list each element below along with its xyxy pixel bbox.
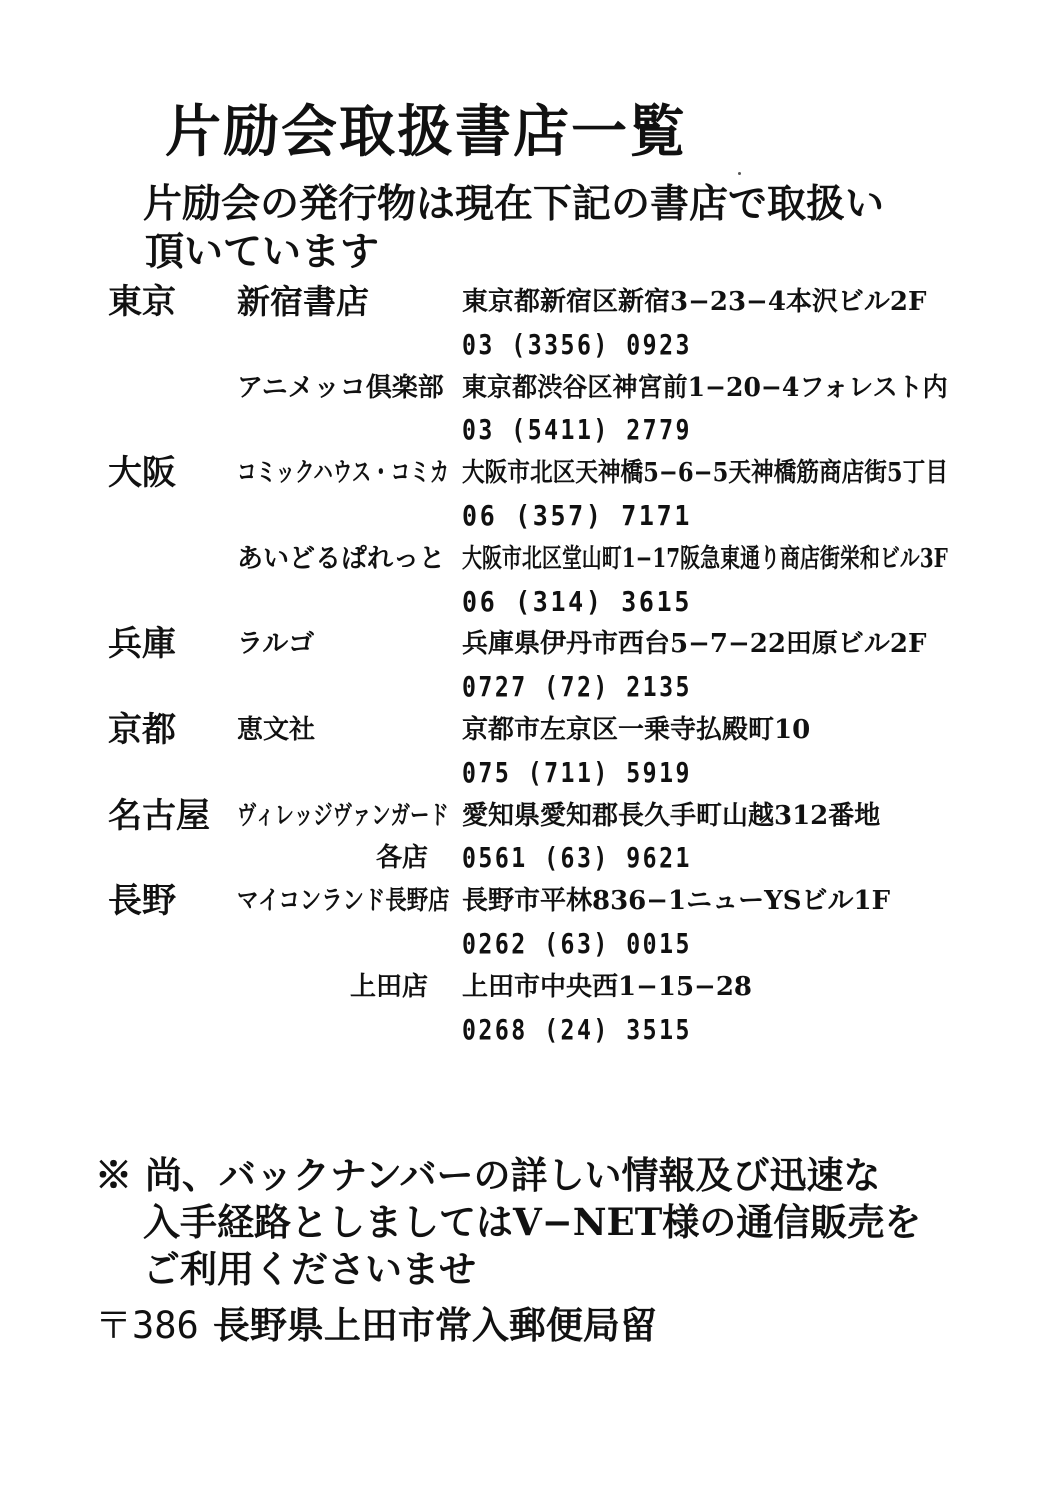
store-name: 新宿書店 (237, 282, 369, 321)
store-branch: 上田店 (349, 971, 428, 1002)
store-phone: 075 (711) 5919 (462, 755, 692, 789)
store-name: マイコンランド長野店 (237, 886, 450, 917)
store-name: あいどるぱれっと (237, 543, 446, 574)
region-label: 京都 (108, 709, 176, 750)
page-title: 片励会取扱書店一覧 (165, 99, 687, 165)
postal-code: 〒386 (95, 1304, 199, 1347)
region-label: 長野 (108, 881, 176, 922)
list-row (0, 880, 1060, 923)
list-row (0, 538, 1060, 581)
intro-line-1: 片励会の発行物は現在下記の書店で取扱い (143, 181, 885, 227)
store-phone: 03 (3356) 0923 (462, 327, 692, 361)
store-address: 長野市平林836−1ニューYSビル1F (462, 886, 891, 917)
store-address: 東京都渋谷区神宮前1−20−4フォレスト内 (462, 372, 948, 403)
region-label: 名古屋 (108, 795, 210, 836)
list-row (0, 409, 1060, 452)
store-name: コミックハウス・コミカ (237, 458, 450, 489)
region-label: 東京 (108, 282, 176, 322)
store-phone: 0727 (72) 2135 (462, 670, 692, 704)
list-row (0, 966, 1060, 1009)
note-line-3: ご利用くださいませ (143, 1247, 476, 1291)
store-address: 上田市中央西1−15−28 (462, 971, 753, 1002)
list-row (0, 837, 1060, 880)
intro-line-2: 頂いています (145, 229, 380, 275)
note-line-2: 入手経路としましてはV−NET様の通信販売を (143, 1200, 922, 1244)
list-row (0, 623, 1060, 666)
store-address: 大阪市北区堂山町1−17阪急東通り商店街栄和ビル3F (462, 543, 948, 574)
mailing-address (95, 1302, 657, 1349)
store-phone: 0262 (63) 0015 (462, 926, 692, 960)
list-row (0, 452, 1060, 495)
region-label: 兵庫 (108, 624, 176, 665)
store-phone: 06 (357) 7171 (462, 498, 693, 532)
store-phone: 06 (314) 3615 (462, 584, 693, 618)
list-row (0, 795, 1060, 838)
bookstore-list (0, 281, 1060, 1051)
region-label: 大阪 (108, 453, 176, 494)
store-address: 京都市左京区一乗寺払殿町10 (462, 714, 811, 745)
intro-text (143, 180, 943, 276)
list-row (0, 324, 1060, 367)
store-phone: 0268 (24) 3515 (462, 1012, 692, 1046)
address-text: 長野県上田市常入郵便局留 (212, 1303, 657, 1347)
store-address: 大阪市北区天神橋5−6−5天神橋筋商店街5丁目 (462, 458, 948, 489)
store-name: ヴィレッジヴァンガード (237, 800, 449, 831)
backnumber-note (95, 1152, 995, 1293)
store-name: 恵文社 (237, 714, 316, 745)
store-name: ラルゴ (237, 629, 315, 660)
store-phone: 0561 (63) 9621 (462, 841, 692, 875)
list-row (0, 495, 1060, 538)
list-row (0, 709, 1060, 752)
list-row (0, 367, 1060, 410)
list-row (0, 581, 1060, 624)
list-row (0, 281, 1060, 324)
list-row (0, 1009, 1060, 1052)
store-address: 兵庫県伊丹市西台5−7−22田原ビル2F (462, 629, 927, 660)
scan-speck (738, 172, 741, 175)
note-line-1: ※ 尚、バックナンバーの詳しい情報及び迅速な (95, 1153, 881, 1197)
list-row (0, 923, 1060, 966)
store-phone: 03 (5411) 2779 (462, 413, 692, 447)
list-row (0, 666, 1060, 709)
store-address: 愛知県愛知郡長久手町山越312番地 (462, 800, 881, 831)
store-name: アニメッコ倶楽部 (237, 372, 444, 403)
store-branch: 各店 (375, 843, 428, 874)
store-address: 東京都新宿区新宿3−23−4本沢ビル2F (462, 287, 927, 317)
list-row (0, 752, 1060, 795)
